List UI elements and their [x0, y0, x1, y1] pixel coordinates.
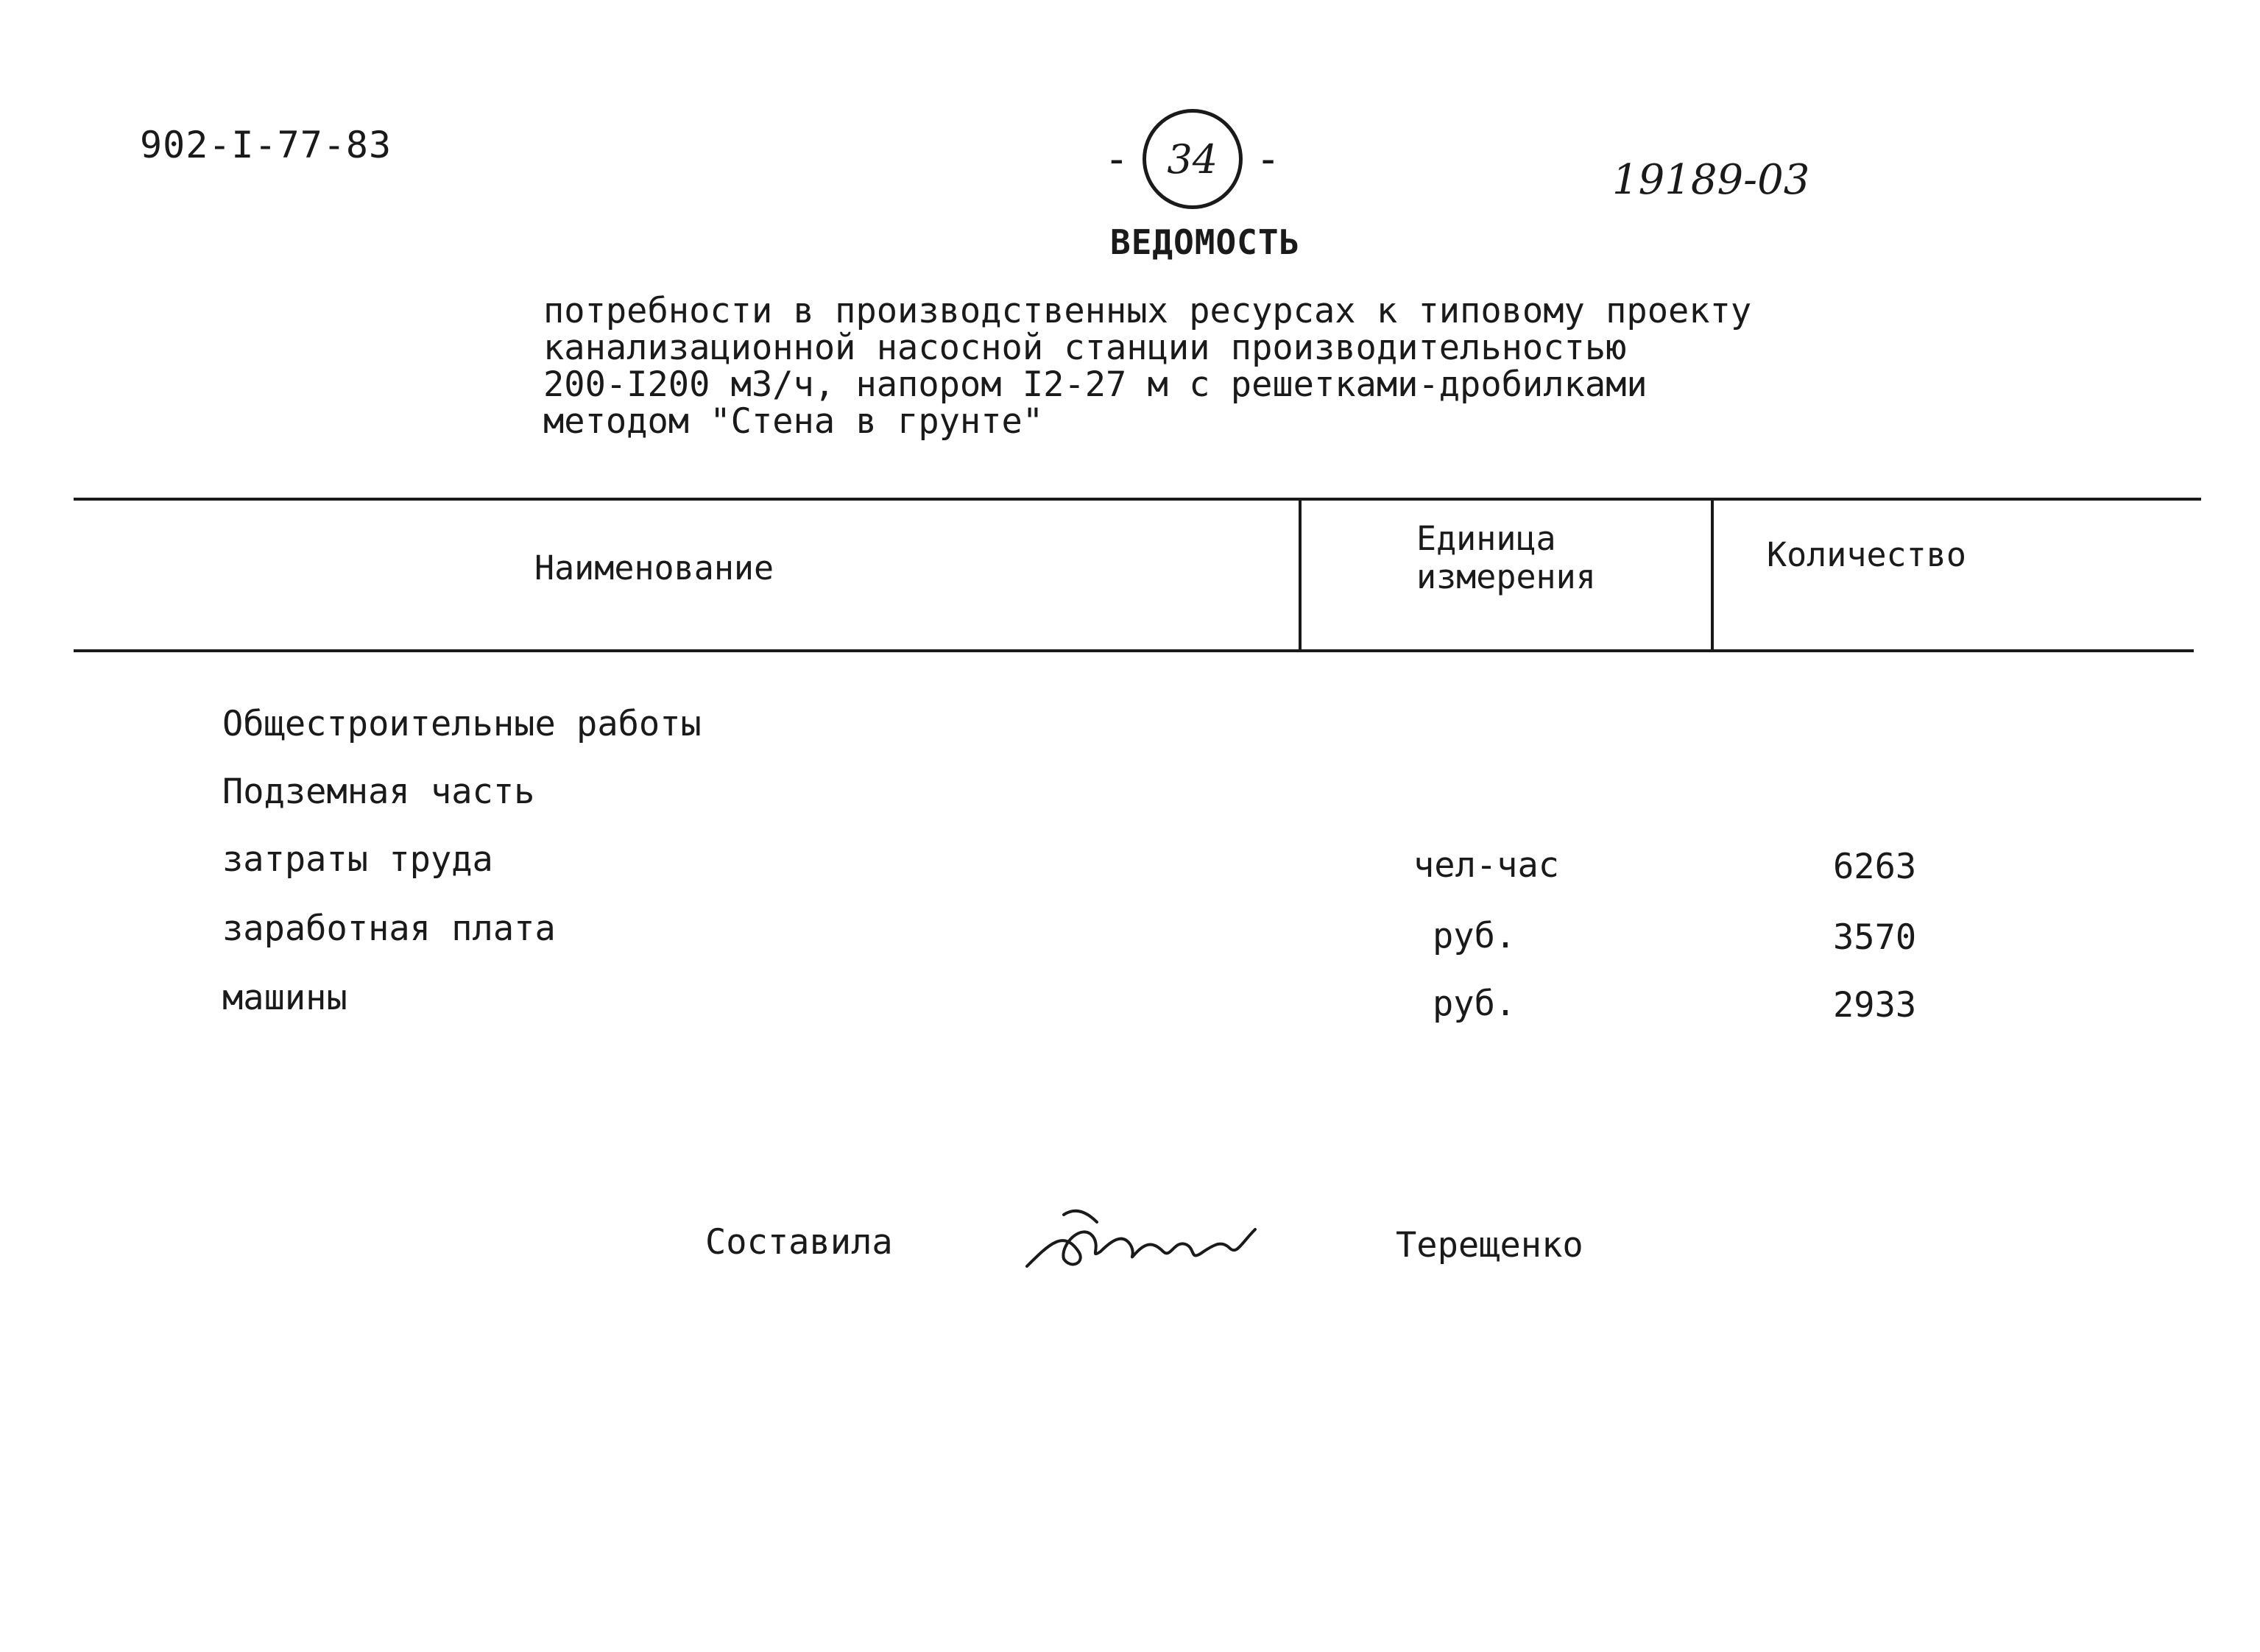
handwritten-signature: [1020, 1200, 1263, 1284]
page-dash-right: -: [1255, 135, 1281, 183]
page-number-circle: [1143, 109, 1243, 209]
column-header-unit-line1: Единица: [1416, 519, 1556, 558]
table-column-divider-2: [1711, 498, 1714, 652]
table-row-unit: руб.: [1433, 916, 1516, 956]
table-row-quantity: 6263: [1833, 847, 1917, 887]
document-code: 902-I-77-83: [140, 124, 392, 166]
signature-scribble-icon: [1020, 1200, 1263, 1281]
table-row-subsection-title: Подземная часть: [222, 772, 535, 812]
table-header-bottom-border: [74, 649, 2194, 652]
reference-number: 19189-03: [1612, 156, 1810, 204]
compiler-name: Терещенко: [1396, 1225, 1583, 1266]
table-top-border: [74, 498, 2201, 501]
column-header-quantity: Количество: [1767, 535, 1966, 574]
column-header-unit-line2: измерения: [1416, 557, 1596, 596]
table-row-unit: чел-час: [1413, 845, 1560, 886]
table-row-name: затраты труда: [222, 839, 493, 880]
table-row-name: машины: [222, 978, 347, 1018]
table-row-unit: руб.: [1433, 984, 1516, 1024]
table-row-section-title: Общестроительные работы: [222, 704, 702, 744]
column-header-name: Наименование: [534, 548, 774, 587]
compiled-by-label: Составила: [705, 1222, 893, 1263]
table-row-quantity: 3570: [1833, 917, 1917, 958]
document-title: ВЕДОМОСТЬ: [1110, 222, 1301, 262]
table-row-quantity: 2933: [1833, 985, 1917, 1026]
subtitle-line: канализационной насосной станции производительностью: [543, 328, 1627, 368]
table-column-divider-1: [1299, 498, 1302, 652]
document-subtitle: [543, 293, 1751, 440]
page-number: 34: [1167, 135, 1218, 183]
column-header-unit: [1416, 520, 1596, 596]
page-number-group: [1104, 109, 1280, 209]
subtitle-line: 200-I200 м3/ч, напором I2-27 м с решетками-дробилками: [543, 364, 1648, 405]
table-row-name: заработная плата: [222, 908, 556, 949]
page-dash-left: -: [1104, 135, 1129, 183]
subtitle-line: потребности в производственных ресурсах к типовому проекту: [543, 291, 1752, 331]
subtitle-line: методом "Стена в грунте": [543, 401, 1044, 442]
